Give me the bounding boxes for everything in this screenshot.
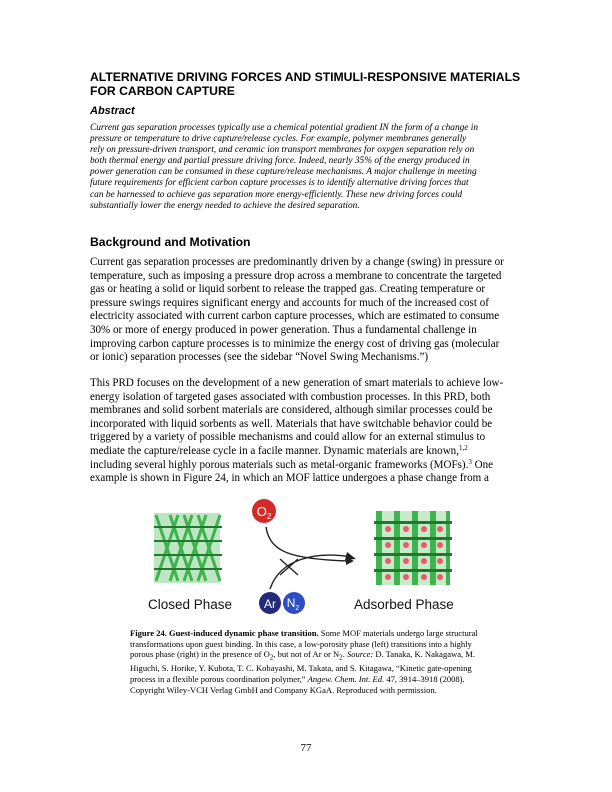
body-paragraph-1 — [90, 256, 538, 365]
paragraph-line: incorporated with liquid sorbents as well. Materials that have switchable behavior could be — [90, 417, 493, 430]
line-text: One — [471, 458, 494, 471]
n2-subscript: 2 — [295, 605, 300, 612]
ar-label: Ar — [264, 597, 276, 611]
paragraph-line: pressure swings requires significant energy and accounts for much of the increased cost of — [90, 296, 489, 309]
transition-arrows — [266, 527, 352, 589]
paragraph-line: gas or heating a solid or liquid sorbent to release the trapped gas. Creating temperature or — [90, 283, 486, 296]
paragraph-line: 30% or more of energy produced in power generation. Thus a fundamental challenge in — [90, 323, 477, 336]
caption-subscript: 2 — [339, 653, 343, 662]
page-number: 77 — [300, 742, 312, 754]
o2-subscript: 2 — [266, 512, 272, 521]
abstract-line: can be harnessed to achieve gas separation more energy-efficiently. These new driving forces could — [90, 189, 463, 200]
section-heading: Background and Motivation — [90, 235, 251, 249]
abstract-line: future requirements for efficient carbon capture processes is to identify alternative driving forces that — [90, 178, 469, 189]
paragraph-line — [90, 459, 538, 473]
paragraph-line: energy isolation of targeted gases associated with combustion processes. In this PRD, both — [90, 390, 491, 403]
adsorbed-phase-label: Adsorbed Phase — [354, 597, 454, 612]
citation-superscript: 3 — [468, 457, 472, 466]
caption-text: , but not of Ar or N — [273, 649, 340, 660]
o2-molecule-icon — [252, 499, 276, 523]
document-title: ALTERNATIVE DRIVING FORCES AND STIMULI-RESPONSIVE MATERIALS FOR CARBON CAPTURE — [90, 70, 521, 98]
paragraph-line: membranes and solid sorbent materials are considered, although similar processes could be — [90, 404, 493, 417]
caption-label: Figure 24. Guest-induced dynamic phase transition. — [130, 628, 319, 638]
caption-source-label: Source: — [346, 649, 374, 660]
abstract-line: both thermal energy and partial pressure driving force. Indeed, nearly 35% of the energy produced in — [90, 156, 470, 167]
o2-label: O — [256, 504, 267, 519]
body-paragraph-2 — [90, 377, 538, 486]
figure-caption — [130, 628, 482, 695]
line-text: including several highly porous materials such as metal-organic frameworks (MOFs). — [90, 458, 469, 471]
ar-molecule-icon — [259, 592, 281, 614]
adsorbed-phase-lattice — [374, 511, 452, 585]
line-text: mediate the capture/release cycle in a facile manner. Dynamic materials are known, — [90, 444, 459, 457]
caption-reference: 47, 3914–3918 (2008). Copyright Wiley-VCH Verlag GmbH and Company KGaA. Reproduced with permission. — [130, 674, 465, 695]
paragraph-line: Current gas separation processes are predominantly driven by a change (swing) in pressure or — [90, 256, 504, 268]
paragraph-line — [90, 445, 538, 459]
paragraph-line: example is shown in Figure 24, in which an MOF lattice undergoes a phase change from a — [90, 472, 489, 485]
caption-text: Some MOF materials undergo large structural transformations upon guest binding. In this case, a low-porosity phase (left) transitions into a highly porous phase (right) in the presence of O — [130, 628, 478, 660]
abstract-line: power generation can be consumed in these capture/release mechanisms. A major challenge in meeting — [90, 167, 477, 178]
abstract-heading: Abstract — [90, 105, 135, 117]
paragraph-line: improving carbon capture processes is to minimize the energy cost of driving gas (molecular — [90, 337, 500, 350]
caption-text: . — [342, 649, 347, 660]
figure-24 — [140, 497, 480, 622]
paragraph-line: This PRD focuses on the development of a new generation of smart materials to achieve low- — [90, 377, 504, 389]
caption-journal: Angew. Chem. Int. Ed. — [307, 674, 385, 685]
paragraph-line: temperature, such as imposing a pressure drop across a membrane to concentrate the targeted — [90, 269, 502, 282]
paragraph-line: triggered by a variety of possible mechanisms and could allow for an external stimulus to — [90, 431, 486, 444]
abstract-line: pressure or temperature to drive capture/release cycles. For example, polymer membranes generally — [90, 134, 467, 145]
abstract-line: Current gas separation processes typically use a chemical potential gradient IN the form of a change in — [90, 123, 479, 133]
caption-source: D. Tanaka, K. Nakagawa, M. Higuchi, S. Horike, Y. Kubota, T. C. Kobayashi, M. Takata, and S. Kitagawa, “Kinetic gate-opening process in a flexible porous coordination polymer,” — [130, 649, 476, 685]
caption-subscript: 2 — [269, 653, 274, 662]
citation-superscript: 1,2 — [458, 443, 468, 452]
abstract-text — [90, 123, 536, 212]
abstract-line: substantially lower the energy needed to achieve the desired separation. — [90, 200, 360, 211]
paragraph-line: electricity associated with current carbon capture processes, which are estimated to consume — [90, 310, 500, 323]
arrow-head — [345, 552, 356, 560]
n2-molecule-icon — [283, 592, 305, 614]
paragraph-line: or ionic) separation processes (see the sidebar “Novel Swing Mechanisms.”) — [90, 351, 429, 364]
closed-phase-label: Closed Phase — [148, 597, 233, 612]
n2-label: N — [286, 596, 296, 610]
closed-phase-lattice — [154, 513, 222, 583]
abstract-line: rely on pressure-driven transport, and ceramic ion transport membranes for oxygen separation rely on — [90, 145, 475, 156]
